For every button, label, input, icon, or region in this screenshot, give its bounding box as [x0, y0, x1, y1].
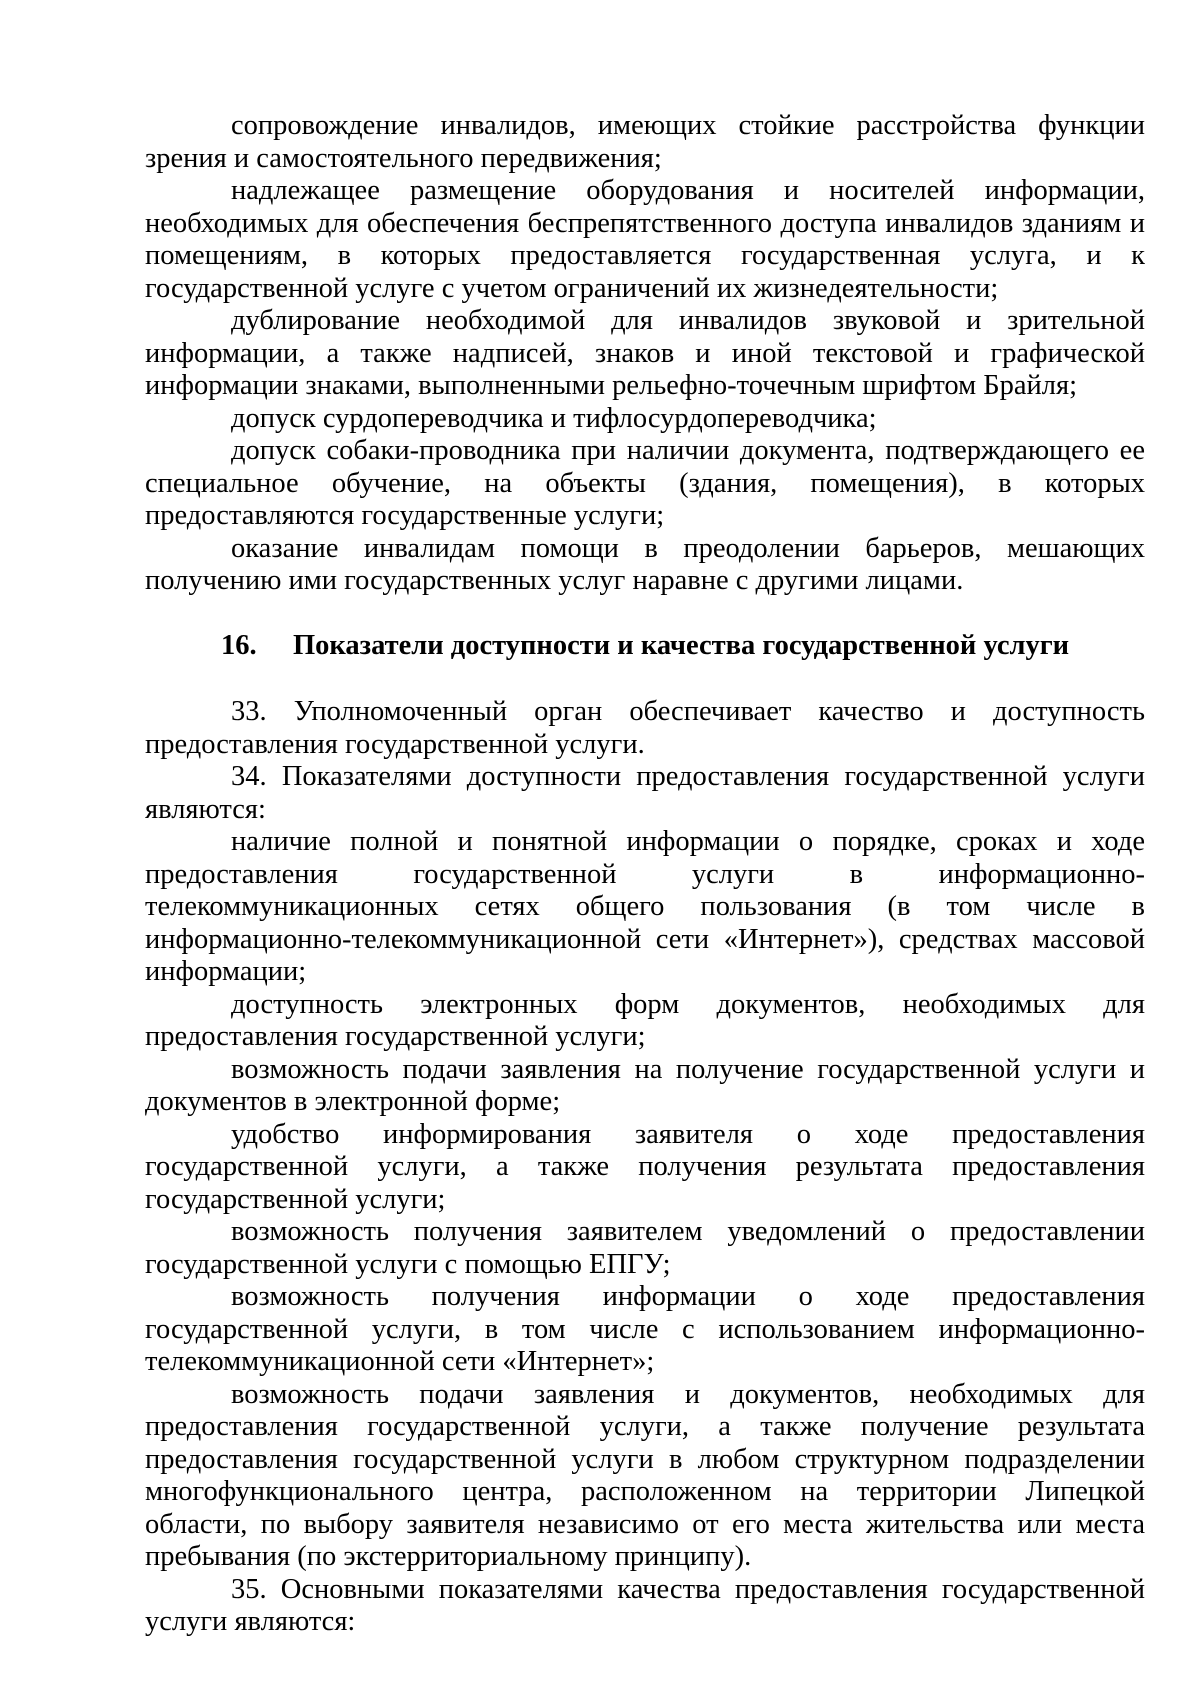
- section-paragraph: удобство информирования заявителя о ходе предоставления государственной услуги, а также получения результата предоставления государственной услуги;: [145, 1118, 1145, 1215]
- section-paragraph: наличие полной и понятной информации о порядке, сроках и ходе предоставления государственной услуги в информационно-телекоммуникационных сетях общего пользования (в том числе в информационно-телекоммуникационной сети «Интернет»), средствах массовой информации;: [145, 826, 1145, 987]
- intro-paragraph: надлежащее размещение оборудования и носителей информации, необходимых для обеспечения беспрепятственного доступа инвалидов зданиям и помещениям, в которых предоставляется государственная услуга, и к государственной услуге с учетом ограничений их жизнедеятельности;: [145, 175, 1145, 304]
- intro-paragraph: сопровождение инвалидов, имеющих стойкие расстройства функции зрения и самостоятельного передвижения;: [145, 110, 1145, 174]
- document-page: [145, 110, 1145, 1639]
- section-paragraph: 34. Показателями доступности предоставления государственной услуги являются:: [145, 761, 1145, 825]
- intro-paragraph: дублирование необходимой для инвалидов звуковой и зрительной информации, а также надписей, знаков и иной текстовой и графической информации знаками, выполненными рельефно-точечным шрифтом Брайля;: [145, 305, 1145, 401]
- section-paragraph: доступность электронных форм документов, необходимых для предоставления государственной услуги;: [145, 988, 1145, 1052]
- section-paragraph: возможность получения заявителем уведомлений о предоставлении государственной услуги с помощью ЕПГУ;: [145, 1216, 1145, 1280]
- intro-paragraph: оказание инвалидам помощи в преодолении барьеров, мешающих получению ими государственных услуг наравне с другими лицами.: [145, 532, 1145, 596]
- section-title: Показатели доступности и качества государственной услуги: [293, 629, 1070, 661]
- intro-paragraph: допуск сурдопереводчика и тифлосурдопереводчика;: [231, 402, 877, 434]
- section-paragraph: возможность получения информации о ходе предоставления государственной услуги, в том числе с использованием информационно-телекоммуникационной сети «Интернет»;: [145, 1281, 1145, 1377]
- section-paragraph: возможность подачи заявления и документов, необходимых для предоставления государственной услуги, а также получение результата предоставления государственной услуги в любом структурном подразделении многофункционального центра, расположенном на территории Липецкой области, по выбору заявителя независимо от его места жительства или места пребывания (по экстерриториальному принципу).: [145, 1378, 1145, 1572]
- intro-paragraph: допуск собаки-проводника при наличии документа, подтверждающего ее специальное обучение, на объекты (здания, помещения), в которых предоставляются государственные услуги;: [145, 435, 1145, 531]
- section-paragraph: возможность подачи заявления на получение государственной услуги и документов в электронной форме;: [145, 1053, 1145, 1117]
- section-paragraph: 35. Основными показателями качества предоставления государственной услуги являются:: [145, 1573, 1145, 1637]
- section-paragraph: 33. Уполномоченный орган обеспечивает качество и доступность предоставления государственной услуги.: [145, 696, 1145, 760]
- section-number: 16.: [221, 629, 257, 661]
- section-heading: [145, 630, 1145, 663]
